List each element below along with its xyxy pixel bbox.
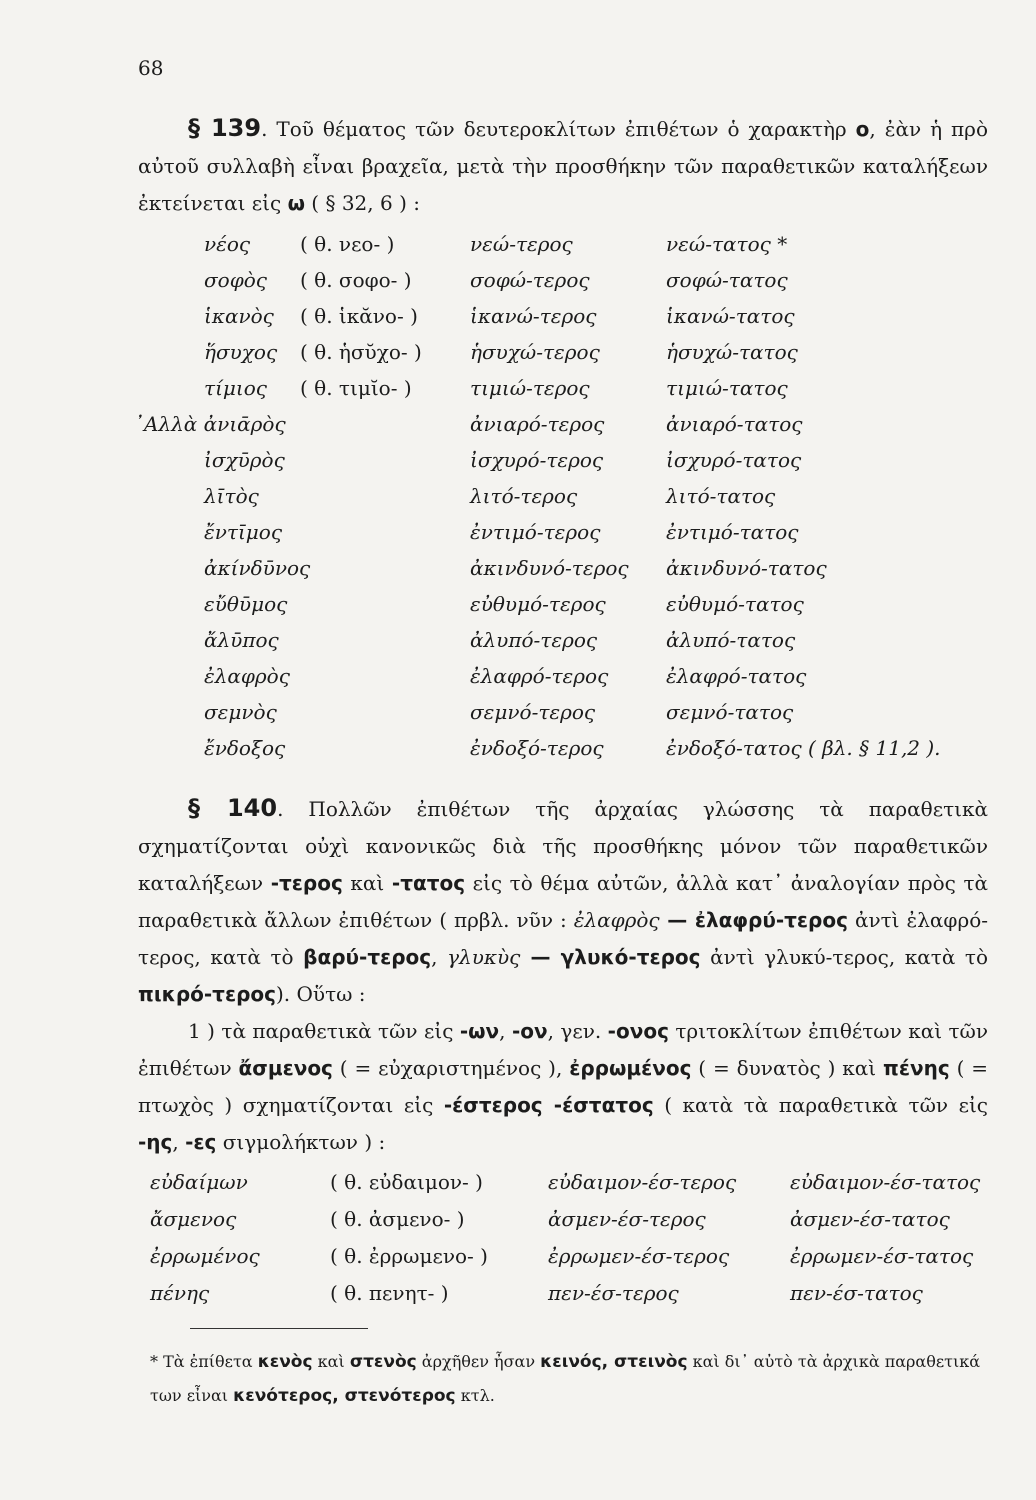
page-number: 68 <box>138 56 164 80</box>
cell-comp: τιμιώ-τερος <box>470 376 590 400</box>
cell-sup: ἐρρωμεν-έσ-τατος <box>790 1244 974 1268</box>
cell-theme: ( θ. σοφο- ) <box>300 268 412 292</box>
cell-word: λῑτὸς <box>204 484 259 508</box>
table-row <box>0 592 1036 626</box>
cell-word: ἰσχῡρὸς <box>204 448 285 472</box>
cell-sup: νεώ-τατος * <box>666 232 788 256</box>
cell-sup: ἐντιμό-τατος <box>666 520 799 544</box>
table-row <box>0 1207 1036 1241</box>
cell-comp: ἀλυπό-τερος <box>470 628 598 652</box>
cell-word: πένης <box>150 1281 210 1305</box>
cell-sup: ἱκανώ-τατος <box>666 304 795 328</box>
cell-theme: ( θ. εὐδαιμον- ) <box>330 1170 483 1194</box>
cell-sup: ἡσυχώ-τατος <box>666 340 798 364</box>
cell-word: ἐλαφρὸς <box>204 664 290 688</box>
cell-comp: λιτό-τερος <box>470 484 578 508</box>
table-row <box>0 664 1036 698</box>
cell-comp: ἰσχυρό-τερος <box>470 448 604 472</box>
cell-comp: πεν-έσ-τερος <box>548 1281 679 1305</box>
section-140-paragraph: § 140. Πολλῶν ἐπιθέτων τῆς ἀρχαίας γλώσσης τὰ παραθετικὰ σχηματίζονται οὐχὶ κανονικῶς διὰ τῆς προσθήκης μόνον τῶν παραθετικῶν καταλήξεων -τερος καὶ -τατος εἰς τὸ θέμα αὐτῶν, ἀλλὰ κατ᾿ ἀναλογίαν πρὸς τὰ παραθετικὰ ἄλλων ἐπιθέτων ( πρβλ. νῦν : ἐλαφρὸς — ἐλαφρύ-τερος ἀντὶ ἐλαφρό-τερος, κατὰ τὸ βαρύ-τερος, γλυκὺς — γλυκό-τερος ἀντὶ γλυκύ-τερος, κατὰ τὸ πικρό-τερος). Οὕτω : 1 ) τὰ παραθετικὰ τῶν εἰς -ων, -ον, γεν. -ονος τριτοκλίτων ἐπιθέτων καὶ τῶν ἐπιθέτων ἄσμενος ( = εὐχαριστημένος ), ἐρρωμένος ( = δυνατὸς ) καὶ πένης ( = πτωχὸς ) σχηματίζονται εἰς -έστερος -έστατος ( κατὰ τὰ παραθετικὰ τῶν εἰς -ης, -ες σιγμολήκτων ) : <box>138 790 988 1161</box>
cell-sup: τιμιώ-τατος <box>666 376 788 400</box>
cell-word: ἱκανὸς <box>204 304 274 328</box>
table-row <box>0 484 1036 518</box>
cell-comp: ἐρρωμεν-έσ-τερος <box>548 1244 730 1268</box>
table-row <box>0 1281 1036 1315</box>
cell-word: τίμιος <box>204 376 267 400</box>
cell-word: εὐδαίμων <box>150 1170 248 1194</box>
cell-sup: λιτό-τατος <box>666 484 776 508</box>
cell-comp: σεμνό-τερος <box>470 700 596 724</box>
table-row <box>0 556 1036 590</box>
cell-comp: ἡσυχώ-τερος <box>470 340 600 364</box>
section-139-paragraph: § 139. Τοῦ θέματος τῶν δευτεροκλίτων ἐπιθέτων ὁ χαρακτὴρ ο, ἐὰν ἡ πρὸ αὐτοῦ συλλαβὴ εἶναι βραχεῖα, μετὰ τὴν προσθήκην τῶν παραθετικῶν καταλήξεων ἐκτείνεται εἰς ω ( § 32, 6 ) : <box>138 114 988 215</box>
cell-word: εὔθῡμος <box>204 592 288 616</box>
cell-comp: ἀσμεν-έσ-τερος <box>548 1207 706 1231</box>
footnote: * Τὰ ἐπίθετα κενὸς καὶ στενὸς ἀρχῆθεν ἦσαν κεινός, στεινὸς καὶ δι᾿ αὐτὸ τὰ ἀρχικὰ παραθετικά των εἶναι κενότερος, στενότερος κτλ. <box>150 1352 981 1406</box>
cell-word: ᾿Αλλὰ ἀνιᾱρὸς <box>134 412 286 436</box>
cell-theme: ( θ. ἀσμενο- ) <box>330 1207 465 1231</box>
cell-theme: ( θ. ἡσῠχο- ) <box>300 340 422 364</box>
table-row <box>0 448 1036 482</box>
cell-comp: σοφώ-τερος <box>470 268 590 292</box>
cell-sup: ἰσχυρό-τατος <box>666 448 802 472</box>
cell-word: ἄσμενος <box>150 1207 237 1231</box>
cell-sup: ἀκινδυνό-τατος <box>666 556 827 580</box>
table-row <box>0 412 1036 446</box>
table-row <box>0 1244 1036 1278</box>
cell-theme: ( θ. πενητ- ) <box>330 1281 449 1305</box>
cell-comp: εὐθυμό-τερος <box>470 592 606 616</box>
cell-theme: ( θ. νεο- ) <box>300 232 395 256</box>
cell-comp: ἐντιμό-τερος <box>470 520 601 544</box>
section-number: § 140 <box>188 794 278 822</box>
cell-theme: ( θ. ἐρρωμενο- ) <box>330 1244 488 1268</box>
cell-word: ἥσυχος <box>204 340 278 364</box>
cell-comp: ἐνδοξό-τερος <box>470 736 604 760</box>
cell-sup: ἐλαφρό-τατος <box>666 664 807 688</box>
table-row <box>0 1170 1036 1204</box>
cell-theme: ( θ. ἱκᾰνο- ) <box>300 304 418 328</box>
cell-word: σοφὸς <box>204 268 267 292</box>
cell-sup: ἀσμεν-έσ-τατος <box>790 1207 950 1231</box>
cell-word: ἄλῡπος <box>204 628 279 652</box>
table-row <box>0 628 1036 662</box>
cell-word: ἀκίνδῡνος <box>204 556 311 580</box>
cell-word: σεμνὸς <box>204 700 277 724</box>
table-row <box>0 700 1036 734</box>
cell-sup: εὐθυμό-τατος <box>666 592 804 616</box>
cell-sup: ἀλυπό-τατος <box>666 628 796 652</box>
cell-comp: ἀκινδυνό-τερος <box>470 556 629 580</box>
cell-comp: ἐλαφρό-τερος <box>470 664 609 688</box>
cell-sup: εὐδαιμον-έσ-τατος <box>790 1170 981 1194</box>
table-row <box>0 340 1036 374</box>
table-row <box>0 268 1036 302</box>
cell-sup: ἀνιαρό-τατος <box>666 412 803 436</box>
cell-comp: εὐδαιμον-έσ-τερος <box>548 1170 737 1194</box>
cell-comp: νεώ-τερος <box>470 232 573 256</box>
table-row <box>0 376 1036 410</box>
cell-sup: πεν-έσ-τατος <box>790 1281 923 1305</box>
cell-sup: ἐνδοξό-τατος ( βλ. § 11,2 ). <box>666 736 941 760</box>
table-row <box>0 232 1036 266</box>
table-row <box>0 520 1036 554</box>
table-row <box>0 736 1036 770</box>
footnote-divider <box>190 1328 368 1329</box>
cell-sup: σεμνό-τατος <box>666 700 794 724</box>
cell-sup: σοφώ-τατος <box>666 268 788 292</box>
cell-word: ἔνδοξος <box>204 736 286 760</box>
cell-theme: ( θ. τιμῐο- ) <box>300 376 412 400</box>
cell-word: νέος <box>204 232 251 256</box>
cell-comp: ἱκανώ-τερος <box>470 304 597 328</box>
cell-comp: ἀνιαρό-τερος <box>470 412 605 436</box>
section-number: § 139 <box>188 114 262 142</box>
cell-word: ἔντῑμος <box>204 520 283 544</box>
section-140-item-1: 1 ) τὰ παραθετικὰ τῶν εἰς -ων, -ον, γεν. -ονος τριτοκλίτων ἐπιθέτων καὶ τῶν ἐπιθέτων ἄσμενος ( = εὐχαριστημένος ), ἐρρωμένος ( = δυνατὸς ) καὶ πένης ( = πτωχὸς ) σχηματίζονται εἰς -έστερος -έστατος ( κατὰ τὰ παραθετικὰ τῶν εἰς -ης, -ες σιγμολήκτων ) : <box>138 1019 989 1154</box>
cell-word: ἐρρωμένος <box>150 1244 260 1268</box>
table-row <box>0 304 1036 338</box>
